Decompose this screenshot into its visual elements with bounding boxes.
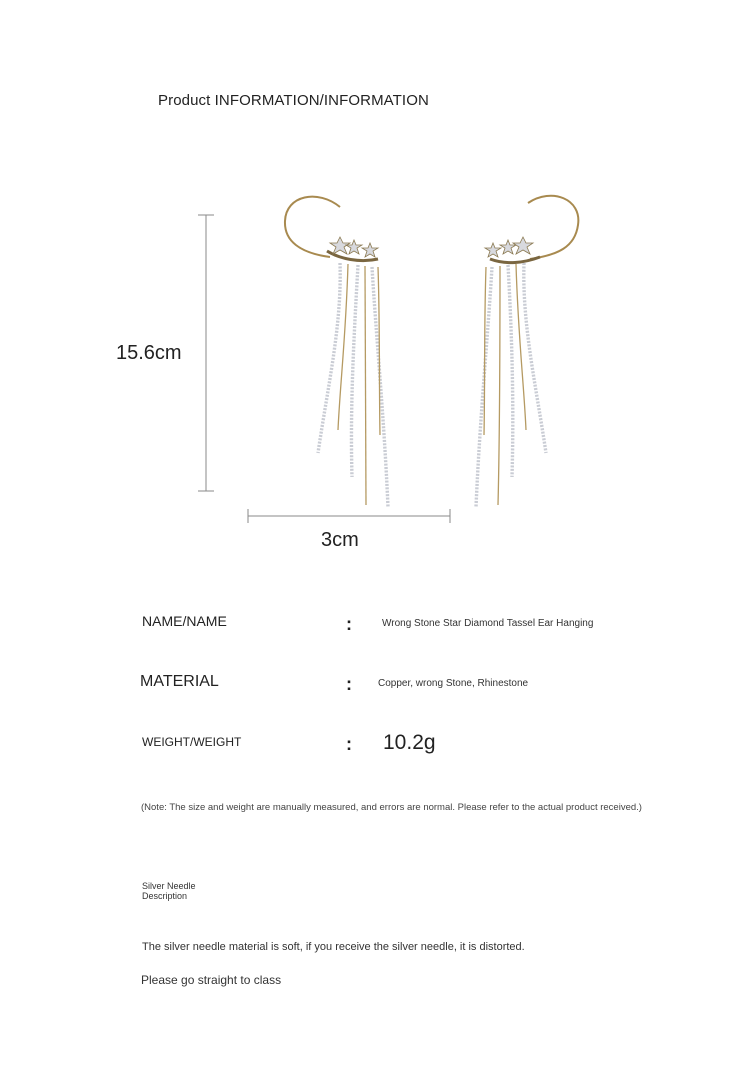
- silver-needle-heading-line2: Description: [142, 891, 188, 901]
- page-title: Product INFORMATION/INFORMATION: [158, 92, 429, 109]
- material-key: MATERIAL: [140, 673, 219, 690]
- measurement-note: (Note: The size and weight are manually measured, and errors are normal. Please refer to the actual product received.): [141, 802, 642, 813]
- material-value: Copper, wrong Stone, Rhinestone: [378, 678, 529, 689]
- width-dimension-line: [248, 509, 450, 523]
- silver-needle-heading: [142, 881, 222, 901]
- width-label: 3cm: [321, 529, 359, 551]
- height-dimension-line: [198, 215, 214, 491]
- weight-value: 10.2g: [383, 731, 436, 754]
- height-label: 15.6cm: [116, 342, 182, 364]
- name-colon: :: [346, 614, 352, 634]
- name-value: Wrong Stone Star Diamond Tassel Ear Hanging: [382, 618, 594, 629]
- name-key: NAME/NAME: [142, 613, 227, 629]
- left-earring: [285, 197, 388, 507]
- silver-needle-heading-line1: Silver Needle: [142, 881, 196, 891]
- silver-needle-text: The silver needle material is soft, if you receive the silver needle, it is distorted.: [142, 941, 525, 953]
- weight-key: WEIGHT/WEIGHT: [142, 735, 242, 749]
- right-earring: [476, 196, 578, 507]
- weight-colon: :: [346, 734, 352, 754]
- earrings-product-image: [190, 185, 610, 530]
- material-colon: :: [346, 674, 352, 694]
- silver-needle-action: Please go straight to class: [141, 973, 282, 987]
